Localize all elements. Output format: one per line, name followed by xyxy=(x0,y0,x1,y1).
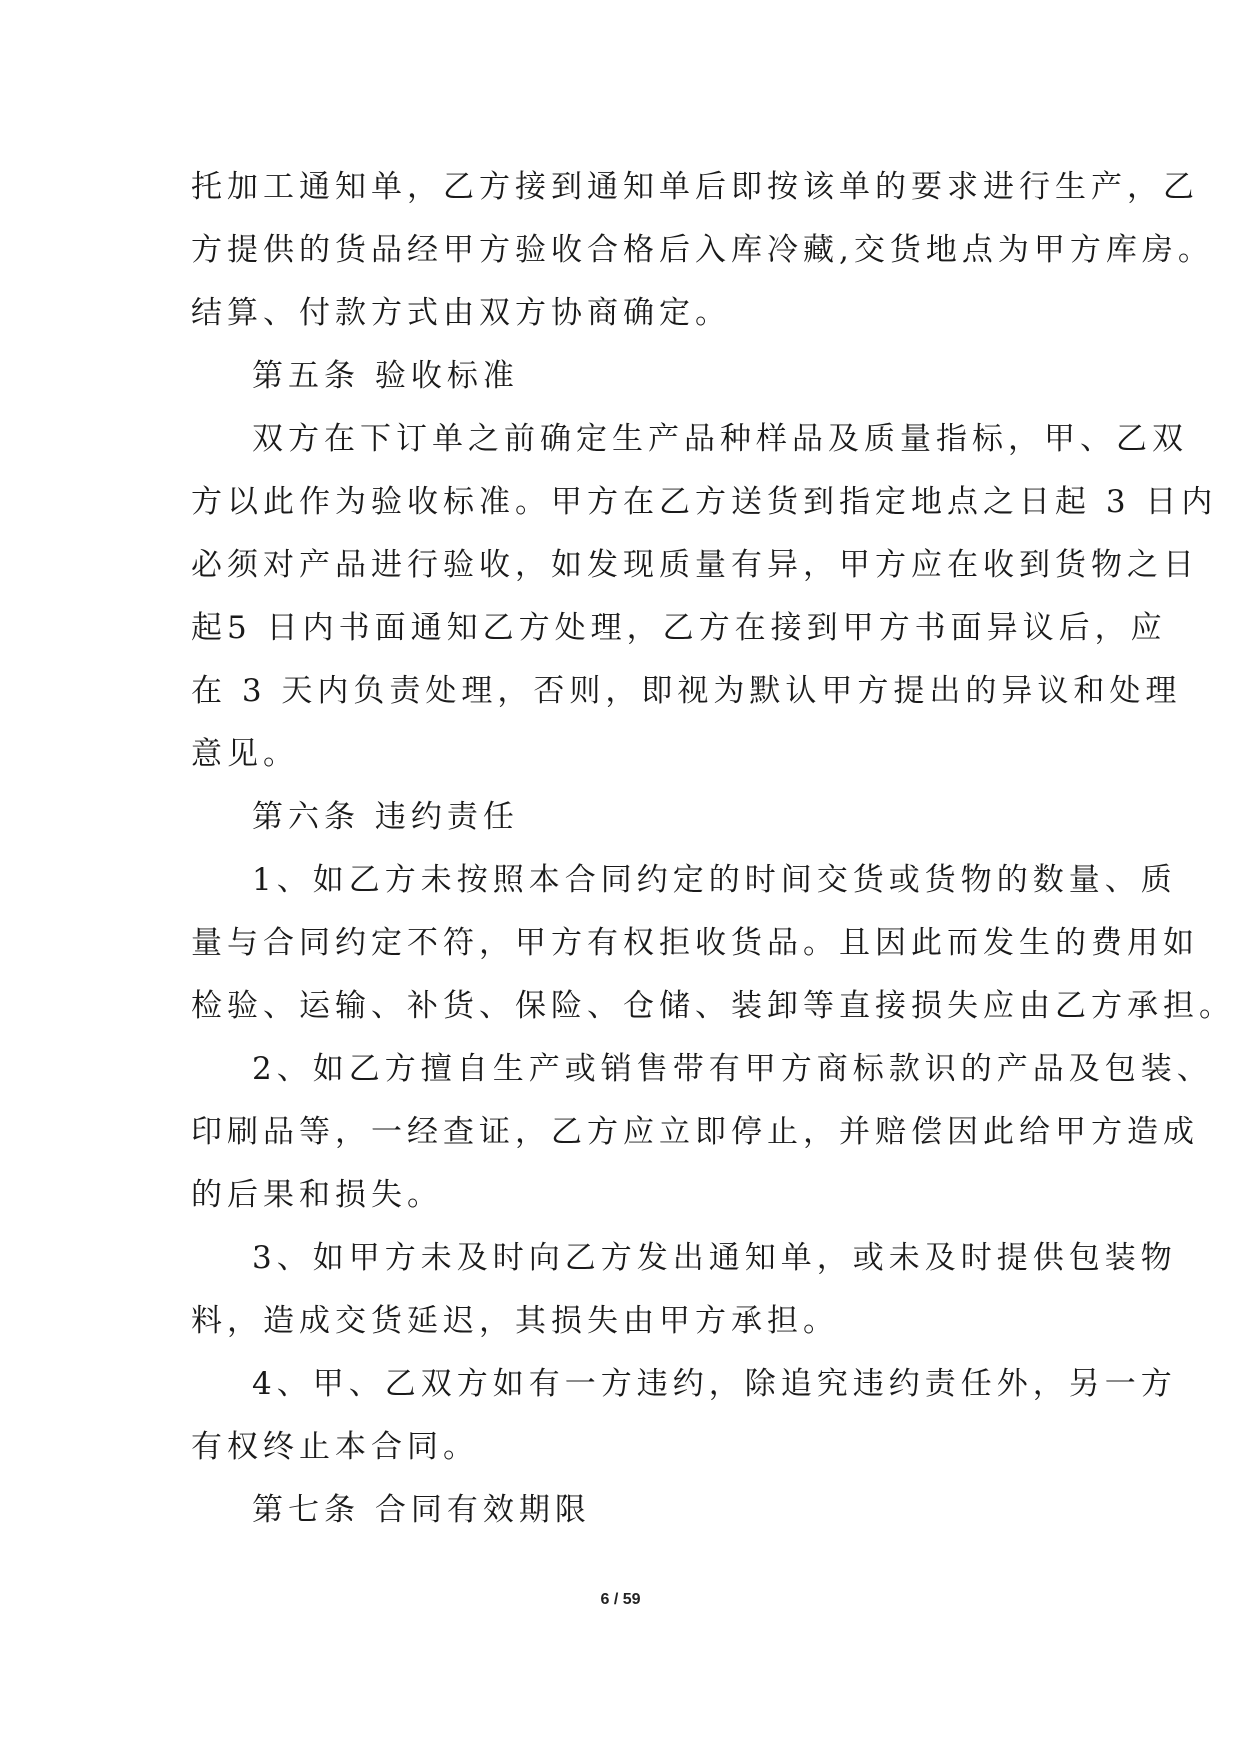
body-text-line: 托加工通知单，乙方接到通知单后即按该单的要求进行生产，乙 xyxy=(191,169,1199,205)
body-text-line: 有权终止本合同。 xyxy=(191,1429,479,1465)
body-text-line: 起5 日内书面通知乙方处理，乙方在接到甲方书面异议后，应 xyxy=(191,610,1167,646)
body-text-line: 1、如乙方未按照本合同约定的时间交货或货物的数量、质 xyxy=(252,862,1177,898)
article-heading: 第六条 违约责任 xyxy=(252,799,519,835)
body-text-line: 量与合同约定不符，甲方有权拒收货品。且因此而发生的费用如 xyxy=(191,925,1199,961)
body-text-line: 的后果和损失。 xyxy=(191,1177,443,1213)
article-heading: 第五条 验收标准 xyxy=(252,358,519,394)
body-text-line: 3、如甲方未及时向乙方发出通知单，或未及时提供包装物 xyxy=(252,1240,1177,1276)
body-text-line: 4、甲、乙双方如有一方违约，除追究违约责任外，另一方 xyxy=(252,1366,1177,1402)
body-text-line: 结算、付款方式由双方协商确定。 xyxy=(191,295,731,331)
body-text-line: 意见。 xyxy=(191,736,299,772)
body-text-line: 必须对产品进行验收，如发现质量有异，甲方应在收到货物之日 xyxy=(191,547,1199,583)
body-text-line: 双方在下订单之前确定生产品种样品及质量指标，甲、乙双 xyxy=(252,421,1188,457)
body-text-line: 在 3 天内负责处理，否则，即视为默认甲方提出的异议和处理 xyxy=(191,673,1182,709)
body-text-line: 印刷品等，一经查证，乙方应立即停止，并赔偿因此给甲方造成 xyxy=(191,1114,1199,1150)
article-heading: 第七条 合同有效期限 xyxy=(252,1492,591,1528)
body-text-line: 料，造成交货延迟，其损失由甲方承担。 xyxy=(191,1303,839,1339)
page-number: 6 / 59 xyxy=(600,1591,641,1608)
body-text-line: 方以此作为验收标准。甲方在乙方送货到指定地点之日起 3 日内 xyxy=(191,484,1218,520)
body-text-line: 2、如乙方擅自生产或销售带有甲方商标款识的产品及包装、 xyxy=(252,1051,1213,1087)
body-text-line: 检验、运输、补货、保险、仓储、装卸等直接损失应由乙方承担。 xyxy=(191,988,1235,1024)
body-text-line: 方提供的货品经甲方验收合格后入库冷藏,交货地点为甲方库房。 xyxy=(191,232,1214,268)
